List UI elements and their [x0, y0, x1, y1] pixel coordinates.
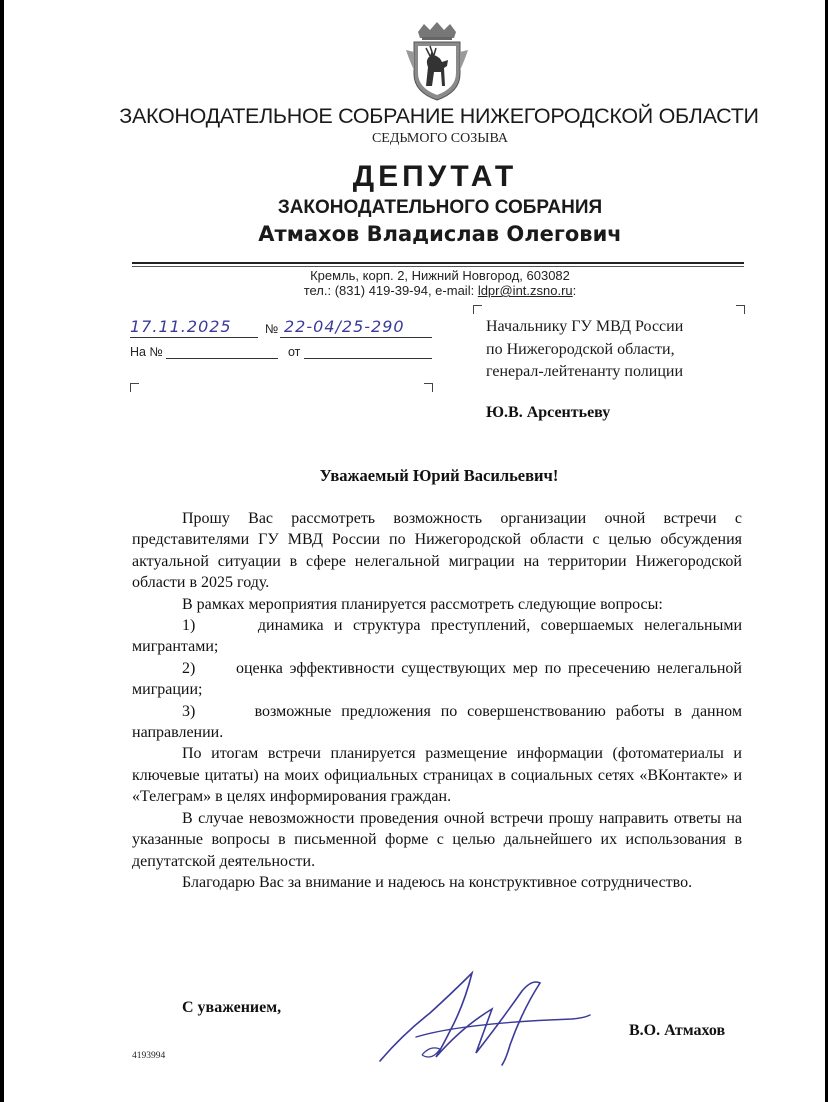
- date-handwritten: 17.11.2025: [130, 317, 232, 336]
- recipient-line-2: по Нижегородской области,: [486, 341, 675, 358]
- paragraph-5: Благодарю Вас за внимание и надеюсь на конструктивное сотрудничество.: [182, 873, 693, 891]
- ot-underline: [304, 358, 432, 359]
- list-item: [132, 658, 742, 701]
- list-item: [132, 615, 742, 658]
- closing-regards: С уважением,: [182, 999, 282, 1016]
- header-rule: [132, 262, 744, 264]
- letter-body: [132, 508, 742, 893]
- corner-mark: [736, 305, 745, 314]
- list-item-number: 3): [182, 702, 196, 720]
- left-border: [0, 0, 4, 1102]
- corner-mark: [424, 383, 433, 392]
- paragraph-2: В рамках мероприятия планируется рассмотреть следующие вопросы:: [182, 595, 663, 613]
- list-item-number: 1): [182, 617, 196, 635]
- document-title: ДЕПУТАТ: [352, 160, 518, 193]
- date-underline: [130, 337, 258, 338]
- convocation: СЕДЬМОГО СОЗЫВА: [371, 131, 509, 146]
- recipient-line-3: генерал-лейтенанту полиции: [486, 363, 684, 380]
- na-label: На №: [130, 345, 163, 359]
- document-subtitle: ЗАКОНОДАТЕЛЬНОГО СОБРАНИЯ: [277, 197, 603, 218]
- phone-text: тел.: (831) 419-39-94, e-mail:: [303, 283, 478, 298]
- ot-label: от: [288, 345, 301, 359]
- email-link[interactable]: ldpr@int.zsno.ru: [477, 283, 573, 298]
- contacts-line: [200, 283, 680, 298]
- paragraph-1: Прошу Вас рассмотреть возможность организации очной встречи с представителями ГУ МВД России по Нижегородской области с целью обсуждения актуальной ситуации в сфере нелегальной миграции на территории Нижегородской области в 2025 году.: [132, 510, 742, 592]
- address-line: Кремль, корп. 2, Нижний Новгород, 603082: [310, 268, 570, 283]
- signature-icon: [372, 965, 592, 1070]
- greeting: Уважаемый Юрий Васильевич!: [319, 466, 559, 485]
- header-rule-thin: [132, 266, 744, 267]
- number-label: №: [265, 322, 279, 336]
- list-item-number: 2): [182, 659, 196, 677]
- recipient-line-1: Начальнику ГУ МВД России: [486, 318, 684, 335]
- corner-mark: [130, 383, 139, 392]
- list-item-text: оценка эффективности существующих мер по пресечению нелегальной миграции;: [132, 659, 742, 699]
- list-item-text: возможные предложения по совершенствованию работы в данном направлении.: [132, 702, 742, 742]
- corner-mark: [473, 305, 482, 314]
- contacts-suffix: :: [572, 283, 577, 298]
- organization-name: ЗАКОНОДАТЕЛЬНОЕ СОБРАНИЕ НИЖЕГОРОДСКОЙ ОБЛАСТИ: [119, 104, 759, 128]
- number-handwritten: 22-04/25-290: [284, 317, 405, 336]
- deputy-name: Атмахов Владислав Олегович: [258, 222, 622, 246]
- list-item: [132, 701, 742, 744]
- paragraph-3: По итогам встречи планируется размещение информации (фотоматериалы и ключевые цитаты) на моих официальных страницах в социальных сетях «ВКонтакте» и «Телеграм» в целях информирования граждан.: [132, 745, 742, 806]
- signer-name: В.О. Атмахов: [629, 1022, 726, 1039]
- recipient-name: Ю.В. Арсентьеву: [486, 404, 611, 421]
- number-underline: [280, 337, 432, 338]
- coat-of-arms-icon: [404, 22, 470, 102]
- document-number: 4193994: [132, 1051, 166, 1061]
- list-item-text: динамика и структура преступлений, совершаемых нелегальными мигрантами;: [132, 617, 743, 656]
- na-underline: [166, 358, 278, 359]
- paragraph-4: В случае невозможности проведения очной встречи прошу направить ответы на указанные вопросы в письменной форме с целью дальнейшего их использования в депутатской деятельности.: [132, 809, 742, 870]
